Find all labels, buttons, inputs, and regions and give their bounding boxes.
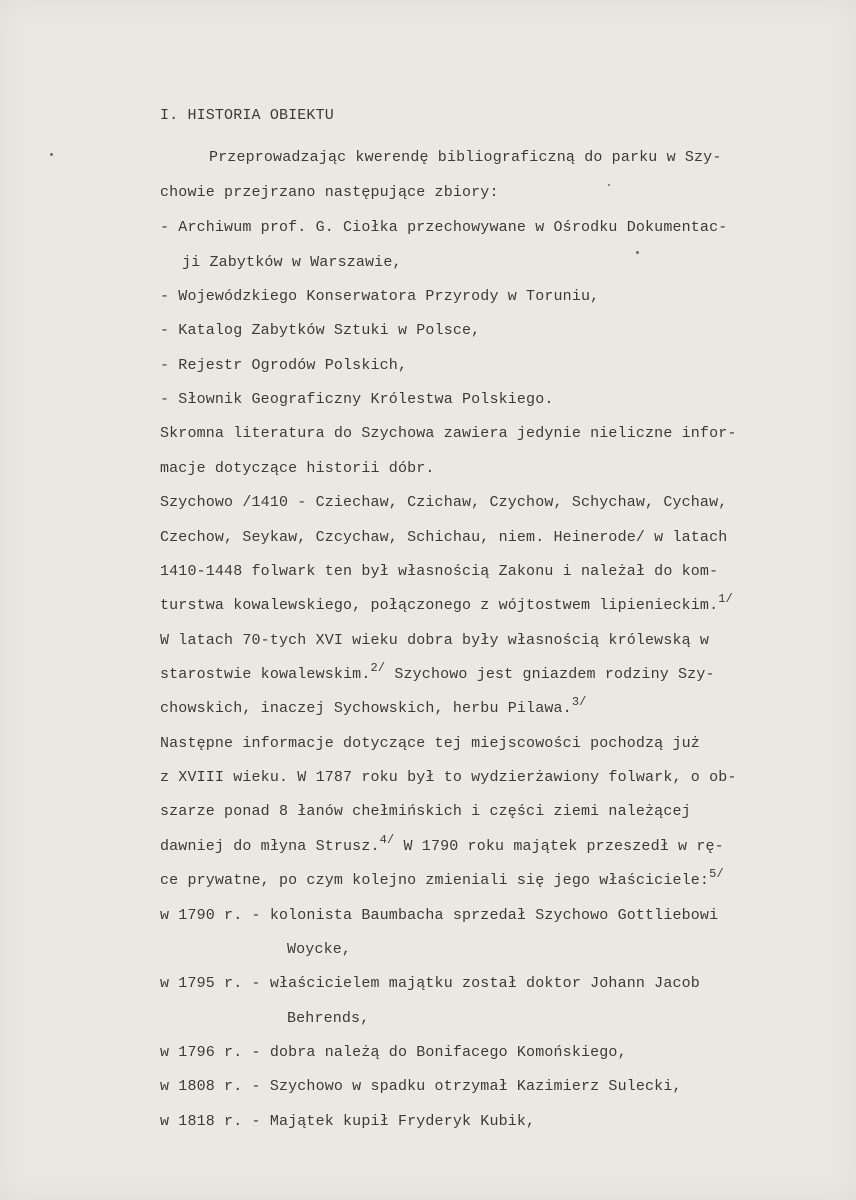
- text-line: macje dotyczące historii dóbr.: [160, 460, 435, 477]
- line-text-after: Szychowo jest gniazdem rodziny Szy-: [385, 666, 715, 683]
- footnote-marker: 1/: [718, 592, 733, 606]
- text-line-with-footnote: [160, 661, 715, 684]
- owner-entry: w 1796 r. - dobra należą do Bonifacego Komońskiego,: [160, 1044, 627, 1061]
- text-line: Skromna literatura do Szychowa zawiera jedynie nieliczne infor-: [160, 425, 737, 442]
- paper-speck: [50, 153, 53, 156]
- line-text: starostwie kowalewskim.: [160, 666, 371, 683]
- owner-entry: w 1808 r. - Szychowo w spadku otrzymał Kazimierz Sulecki,: [160, 1078, 682, 1095]
- owner-entry-continuation: Behrends,: [287, 1010, 370, 1027]
- owner-entry: w 1790 r. - kolonista Baumbacha sprzedał Szychowo Gottliebowi: [160, 907, 719, 924]
- text-line: chowie przejrzano następujące zbiory:: [160, 184, 499, 201]
- text-line-with-footnote: [160, 592, 733, 615]
- list-item: - Wojewódzkiego Konserwatora Przyrody w Toruniu,: [160, 288, 600, 305]
- footnote-marker: 4/: [379, 833, 395, 847]
- text-line: Szychowo /1410 - Cziechaw, Czichaw, Czychow, Schychaw, Cychaw,: [160, 494, 728, 511]
- list-item: - Słownik Geograficzny Królestwa Polskiego.: [160, 391, 554, 408]
- text-line: W latach 70-tych XVI wieku dobra były własnością królewską w: [160, 632, 710, 649]
- footnote-marker: 5/: [709, 867, 724, 881]
- line-text: chowskich, inaczej Sychowskich, herbu Pilawa.: [160, 700, 572, 717]
- text-line: 1410-1448 folwark ten był własnością Zakonu i należał do kom-: [160, 563, 719, 580]
- paper-speck: [608, 184, 610, 186]
- line-text-after: W 1790 roku majątek przeszedł w rę-: [394, 838, 724, 855]
- text-line-with-footnote: [160, 833, 724, 856]
- line-text: turstwa kowalewskiego, połączonego z wójtostwem lipienieckim.: [160, 597, 719, 614]
- text-line-with-footnote: [160, 867, 724, 890]
- paper-speck: [636, 251, 639, 254]
- text-line: Następne informacje dotyczące tej miejscowości pochodzą już: [160, 735, 700, 752]
- text-line: Czechow, Seykaw, Czcychaw, Schichau, niem. Heinerode/ w latach: [160, 529, 728, 546]
- section-heading: I. HISTORIA OBIEKTU: [160, 107, 334, 124]
- list-item: - Rejestr Ogrodów Polskich,: [160, 357, 408, 374]
- text-line: Przeprowadzając kwerendę bibliograficzną do parku w Szy-: [209, 149, 722, 166]
- line-text: ce prywatne, po czym kolejno zmieniali się jego właściciele:: [160, 872, 710, 889]
- footnote-marker: 3/: [571, 695, 587, 709]
- list-item: - Katalog Zabytków Sztuki w Polsce,: [160, 322, 481, 339]
- text-line-with-footnote: [160, 695, 587, 718]
- text-line: szarze ponad 8 łanów chełmińskich i części ziemi należącej: [160, 803, 691, 820]
- owner-entry: w 1795 r. - właścicielem majątku został doktor Johann Jacob: [160, 975, 700, 992]
- text-line: z XVIII wieku. W 1787 roku był to wydzierżawiony folwark, o ob-: [160, 769, 737, 786]
- list-item-continuation: ji Zabytków w Warszawie,: [182, 254, 402, 271]
- owner-entry: w 1818 r. - Majątek kupił Fryderyk Kubik,: [160, 1113, 536, 1130]
- owner-entry-continuation: Woycke,: [287, 941, 352, 958]
- footnote-marker: 2/: [370, 661, 386, 675]
- list-item: - Archiwum prof. G. Ciołka przechowywane w Ośrodku Dokumentac-: [160, 219, 728, 236]
- line-text: dawniej do młyna Strusz.: [160, 838, 380, 855]
